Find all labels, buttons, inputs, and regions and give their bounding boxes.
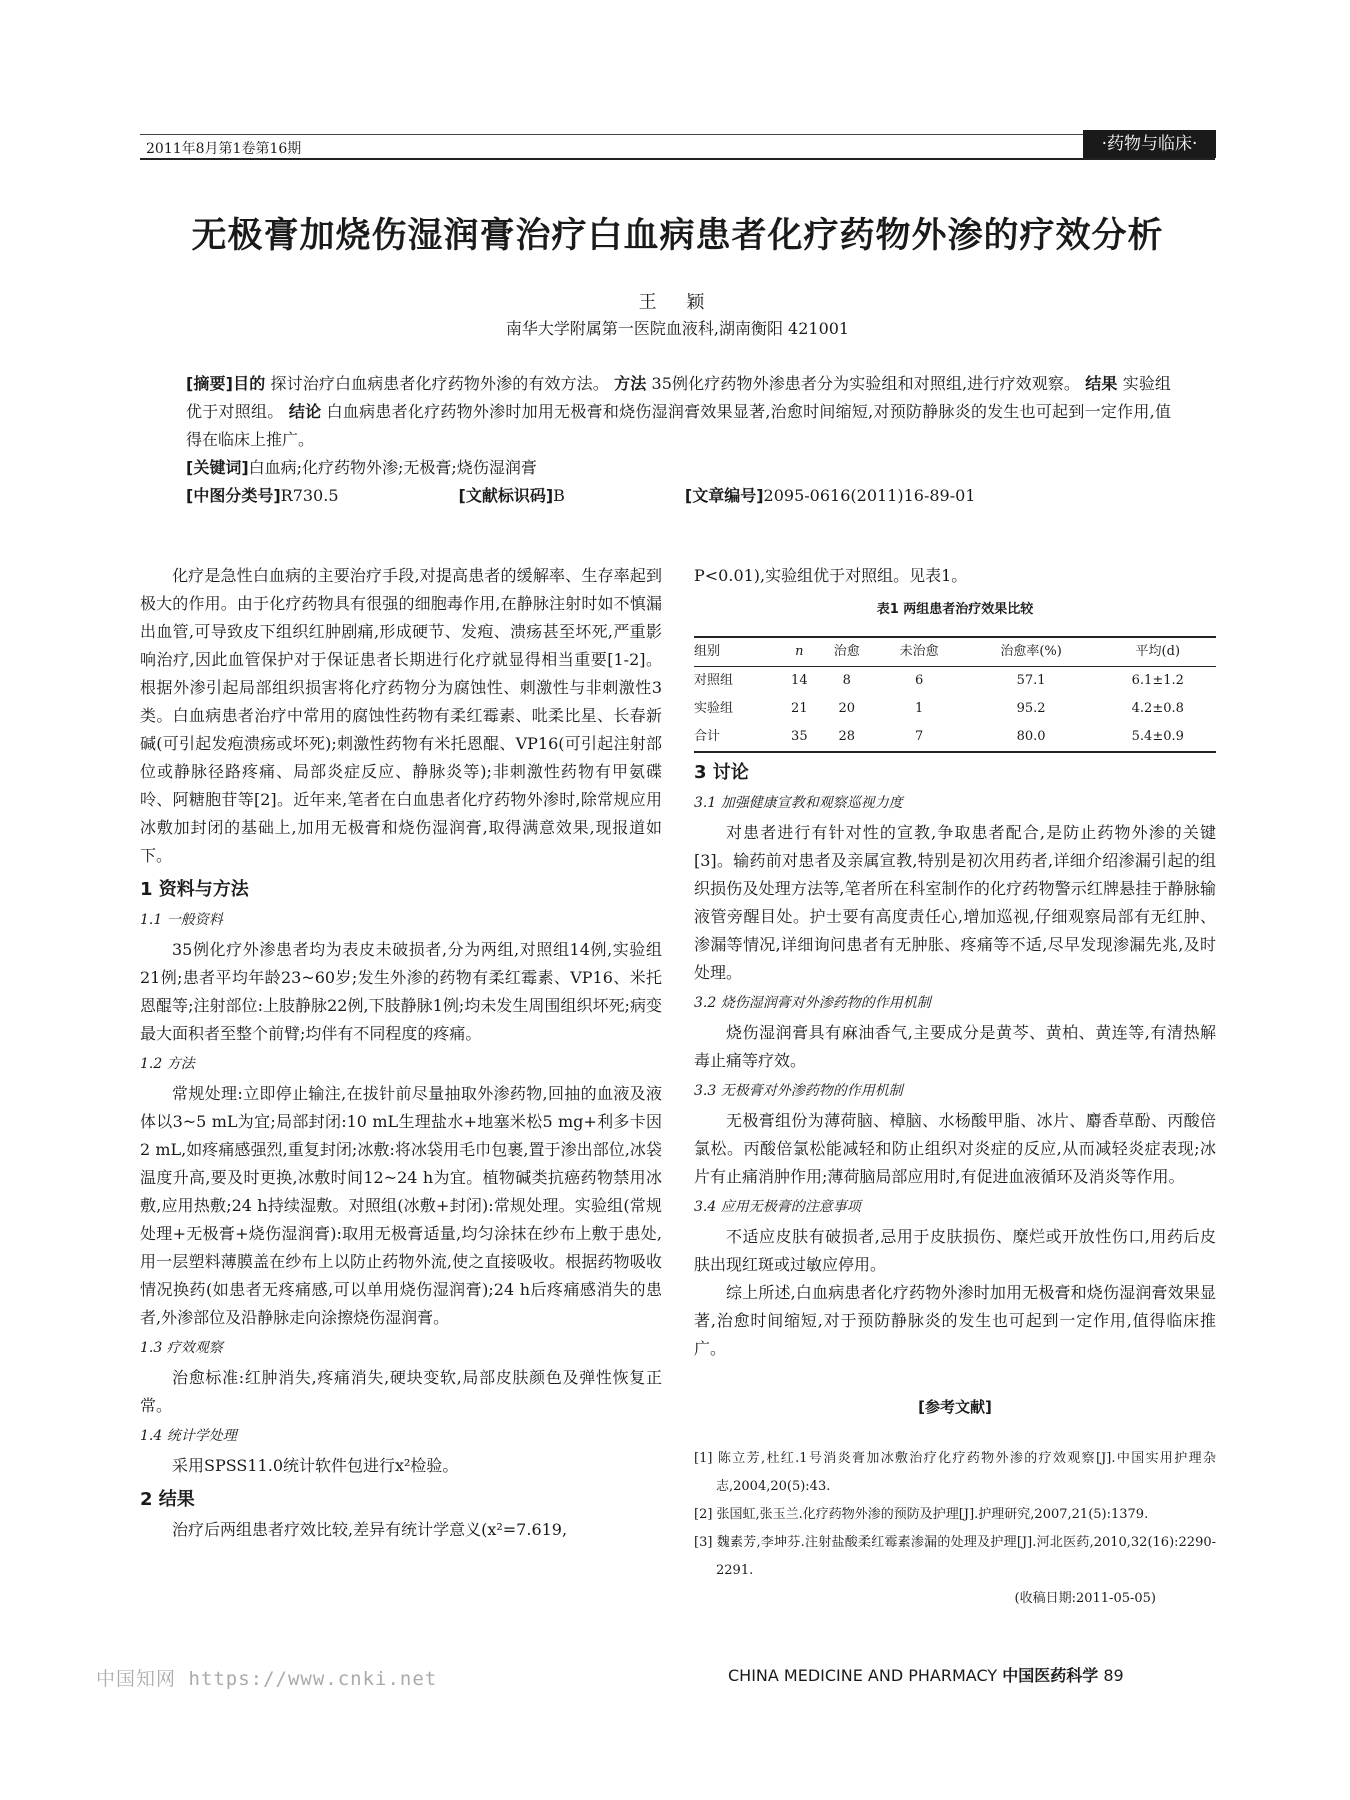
abstract-block <box>186 370 1171 510</box>
table-header-cell: n <box>795 644 804 659</box>
left-column <box>140 562 662 1544</box>
table-cell: 20 <box>838 701 855 716</box>
section-heading: 2 结果 <box>140 1489 195 1510</box>
header-rule <box>140 134 1215 135</box>
table-cell: 实验组 <box>694 701 734 716</box>
right-column <box>694 562 1216 1613</box>
subsection-heading: 3.1 加强健康宣教和观察巡视力度 <box>694 795 903 811</box>
table-cell: 5.4±0.9 <box>1131 729 1184 744</box>
table-cell: 7 <box>915 729 924 744</box>
paragraph: 常规处理:立即停止输注,在拔针前尽量抽取外渗药物,回抽的血液及液体以3~5 mL为宜;局部封闭:10 mL生理盐水+地塞米松5 mg+利多卡因2 mL,如疼痛感强烈,重复封闭;冰敷:将冰袋用毛巾包裹,置于渗出部位,冰袋温度升高,要及时更换,冰敷时间12~24 h为宜。植物碱类抗癌药物禁用冰敷,应用热敷;24 h持续湿敷。对照组(冰敷+封闭):常规处理。实验组(常规处理+无极膏+烧伤湿润膏):取用无极膏适量,均匀涂抹在纱布上敷于患处,用一层塑料薄膜盖在纱布上以防止药物外流,使之直接吸收。根据药物吸收情况换药(如患者无疼痛感,可以单用烧伤湿润膏);24 h后疼痛感消失的患者,外渗部位及沿静脉走向涂擦烧伤湿润膏。 <box>140 1084 662 1327</box>
paragraph: 无极膏组份为薄荷脑、樟脑、水杨酸甲脂、冰片、麝香草酚、丙酸倍氯松。丙酸倍氯松能减轻和防止组织对炎症的反应,从而减轻炎症表现;冰片有止痛消肿作用;薄荷脑局部应用时,有促进血液循环及消炎等作用。 <box>694 1111 1216 1186</box>
subsection-heading: 1.1 一般资料 <box>140 912 223 928</box>
table-header-cell: 未治愈 <box>899 644 939 659</box>
table-row <box>694 723 1216 752</box>
table-title: 表1 两组患者治疗效果比较 <box>876 602 1034 617</box>
paragraph: 对患者进行有针对性的宣教,争取患者配合,是防止药物外渗的关键[3]。输药前对患者及亲属宣教,特别是初次用药者,详细介绍渗漏引起的组织损伤及处理方法等,笔者所在科室制作的化疗药物警示红牌悬挂于静脉输液管旁醒目处。护士要有高度责任心,增加巡视,仔细观察局部有无红肿、渗漏等情况,详细询问患者有无肿胀、疼痛等不适,尽早发现渗漏先兆,及时处理。 <box>694 823 1216 982</box>
journal-name-en: CHINA MEDICINE AND PHARMACY <box>728 1666 998 1685</box>
subsection-heading: 3.2 烧伤湿润膏对外渗药物的作用机制 <box>694 995 931 1011</box>
subsection-heading: 1.3 疗效观察 <box>140 1340 223 1356</box>
table-header-cell: 治愈率(%) <box>1000 644 1062 659</box>
results-table <box>694 636 1216 753</box>
intro-paragraph: 化疗是急性白血病的主要治疗手段,对提高患者的缓解率、生存率起到极大的作用。由于化疗药物具有很强的细胞毒作用,在静脉注射时如不慎漏出血管,可导致皮下组织红肿剧痛,形成硬节、发疱、溃疡甚至坏死,严重影响治疗,因此血管保护对于保证患者长期进行化疗就显得相当重要[1-2]。根据外渗引起局部组织损害将化疗药物分为腐蚀性、刺激性与非刺激性3类。白血病患者治疗中常用的腐蚀性药物有柔红霉素、吡柔比星、长春新碱(可引起发疱溃疡或坏死);刺激性药物有米托恩醌、VP16(可引起注射部位或静脉径路疼痛、局部炎症反应、静脉炎等);非刺激性药物有甲氨碟呤、阿糖胞苷等[2]。近年来,笔者在白血患者化疗药物外渗时,除常规应用冰敷加封闭的基础上,加用无极膏和烧伤湿润膏,取得满意效果,现报道如下。 <box>140 566 662 865</box>
header-rule-bold <box>140 158 1215 160</box>
clc-number: [中图分类号]R730.5 <box>186 486 339 505</box>
cnki-watermark: 中国知网 https://www.cnki.net <box>96 1668 438 1690</box>
table-cell: 14 <box>791 673 808 688</box>
paragraph: 不适应皮肤有破损者,忌用于皮肤损伤、糜烂或开放性伤口,用药后皮肤出现红斑或过敏应停用。 <box>694 1227 1216 1274</box>
table-cell: 6.1±1.2 <box>1131 673 1184 688</box>
table-cell: 6 <box>915 673 924 688</box>
section-tag: ·药物与临床· <box>1083 130 1216 158</box>
doc-code: [文献标识码]B <box>458 486 565 505</box>
table-header-cell: 治愈 <box>833 644 860 659</box>
affiliation: 南华大学附属第一医院血液科,湖南衡阳 421001 <box>505 319 850 338</box>
reference-item: [2] 张国虹,张玉兰.化疗药物外渗的预防及护理[J].护理研究,2007,21(5):1379. <box>694 1507 1149 1522</box>
table-cell: 57.1 <box>1016 673 1046 688</box>
table-row <box>694 667 1216 696</box>
journal-name-cn: 中国医药科学 <box>1002 1666 1099 1685</box>
table-cell: 对照组 <box>694 673 734 688</box>
received-date: (收稿日期:2011-05-05) <box>1014 1591 1156 1606</box>
table-cell: 80.0 <box>1016 729 1046 744</box>
table-row <box>694 695 1216 723</box>
section-heading: 1 资料与方法 <box>140 879 249 900</box>
section-heading: 3 讨论 <box>694 762 749 783</box>
article-number: [文章编号]2095-0616(2011)16-89-01 <box>684 486 976 505</box>
table-cell: 1 <box>915 701 924 716</box>
reference-item: [3] 魏素芳,李坤芬.注射盐酸柔红霉素渗漏的处理及护理[J].河北医药,2010,32(16):2290-2291. <box>694 1535 1216 1578</box>
reference-item: [1] 陈立芳,杜红.1号消炎膏加冰敷治疗化疗药物外渗的疗效观察[J].中国实用护理杂志,2004,20(5):43. <box>694 1451 1216 1494</box>
classification-row <box>186 482 1171 510</box>
subsection-heading: 1.2 方法 <box>140 1056 195 1072</box>
table-header-cell: 组别 <box>694 644 721 659</box>
page-number: 89 <box>1103 1666 1124 1685</box>
subsection-heading: 1.4 统计学处理 <box>140 1428 237 1444</box>
paragraph: 综上所述,白血病患者化疗药物外渗时加用无极膏和烧伤湿润膏效果显著,治愈时间缩短,对于预防静脉炎的发生也可起到一定作用,值得临床推广。 <box>694 1283 1216 1358</box>
paragraph: 采用SPSS11.0统计软件包进行x²检验。 <box>172 1456 459 1475</box>
table-cell: 35 <box>791 729 808 744</box>
references-heading: [参考文献] <box>918 1398 992 1416</box>
subsection-heading: 3.4 应用无极膏的注意事项 <box>694 1199 861 1215</box>
paragraph: 治疗后两组患者疗效比较,差异有统计学意义(x²=7.619, <box>172 1520 568 1539</box>
table-cell: 21 <box>791 701 808 716</box>
table-header-cell: 平均(d) <box>1135 644 1181 659</box>
abstract: [摘要]目的 探讨治疗白血病患者化疗药物外渗的有效方法。 方法 35例化疗药物外渗患者分为实验组和对照组,进行疗效观察。 结果 实验组优于对照组。 结论 白血病患者化疗药物外渗时加用无极膏和烧伤湿润膏效果显著,治愈时间缩短,对预防静脉炎的发生也可起到一定作用,值得在临床上推广。 <box>186 374 1171 449</box>
keywords: [关键词]白血病;化疗药物外渗;无极膏;烧伤湿润膏 <box>186 458 537 477</box>
table-cell: 8 <box>842 673 851 688</box>
table-cell: 合计 <box>694 729 721 744</box>
table-cell: 28 <box>838 729 855 744</box>
table-cell: 95.2 <box>1016 701 1046 716</box>
table-cell: 4.2±0.8 <box>1131 701 1184 716</box>
author: 王 颖 <box>638 292 717 313</box>
issue-info: 2011年8月第1卷第16期 <box>146 141 302 157</box>
paragraph: 35例化疗外渗患者均为表皮未破损者,分为两组,对照组14例,实验组21例;患者平均年龄23~60岁;发生外渗的药物有柔红霉素、VP16、米托恩醌等;注射部位:上肢静脉22例,下肢静脉1例;均未发生周围组织坏死;病变最大面积者至整个前臂;均伴有不同程度的疼痛。 <box>140 940 662 1043</box>
paragraph: 治愈标准:红肿消失,疼痛消失,硬块变软,局部皮肤颜色及弹性恢复正常。 <box>140 1368 662 1415</box>
paragraph: 烧伤湿润膏具有麻油香气,主要成分是黄芩、黄柏、黄连等,有清热解毒止痛等疗效。 <box>694 1023 1216 1070</box>
table-header-row <box>694 637 1216 667</box>
article-title: 无极膏加烧伤湿润膏治疗白血病患者化疗药物外渗的疗效分析 <box>191 216 1164 256</box>
paragraph: P<0.01),实验组优于对照组。见表1。 <box>694 566 968 585</box>
subsection-heading: 3.3 无极膏对外渗药物的作用机制 <box>694 1083 903 1099</box>
journal-footer <box>728 1663 1124 1686</box>
